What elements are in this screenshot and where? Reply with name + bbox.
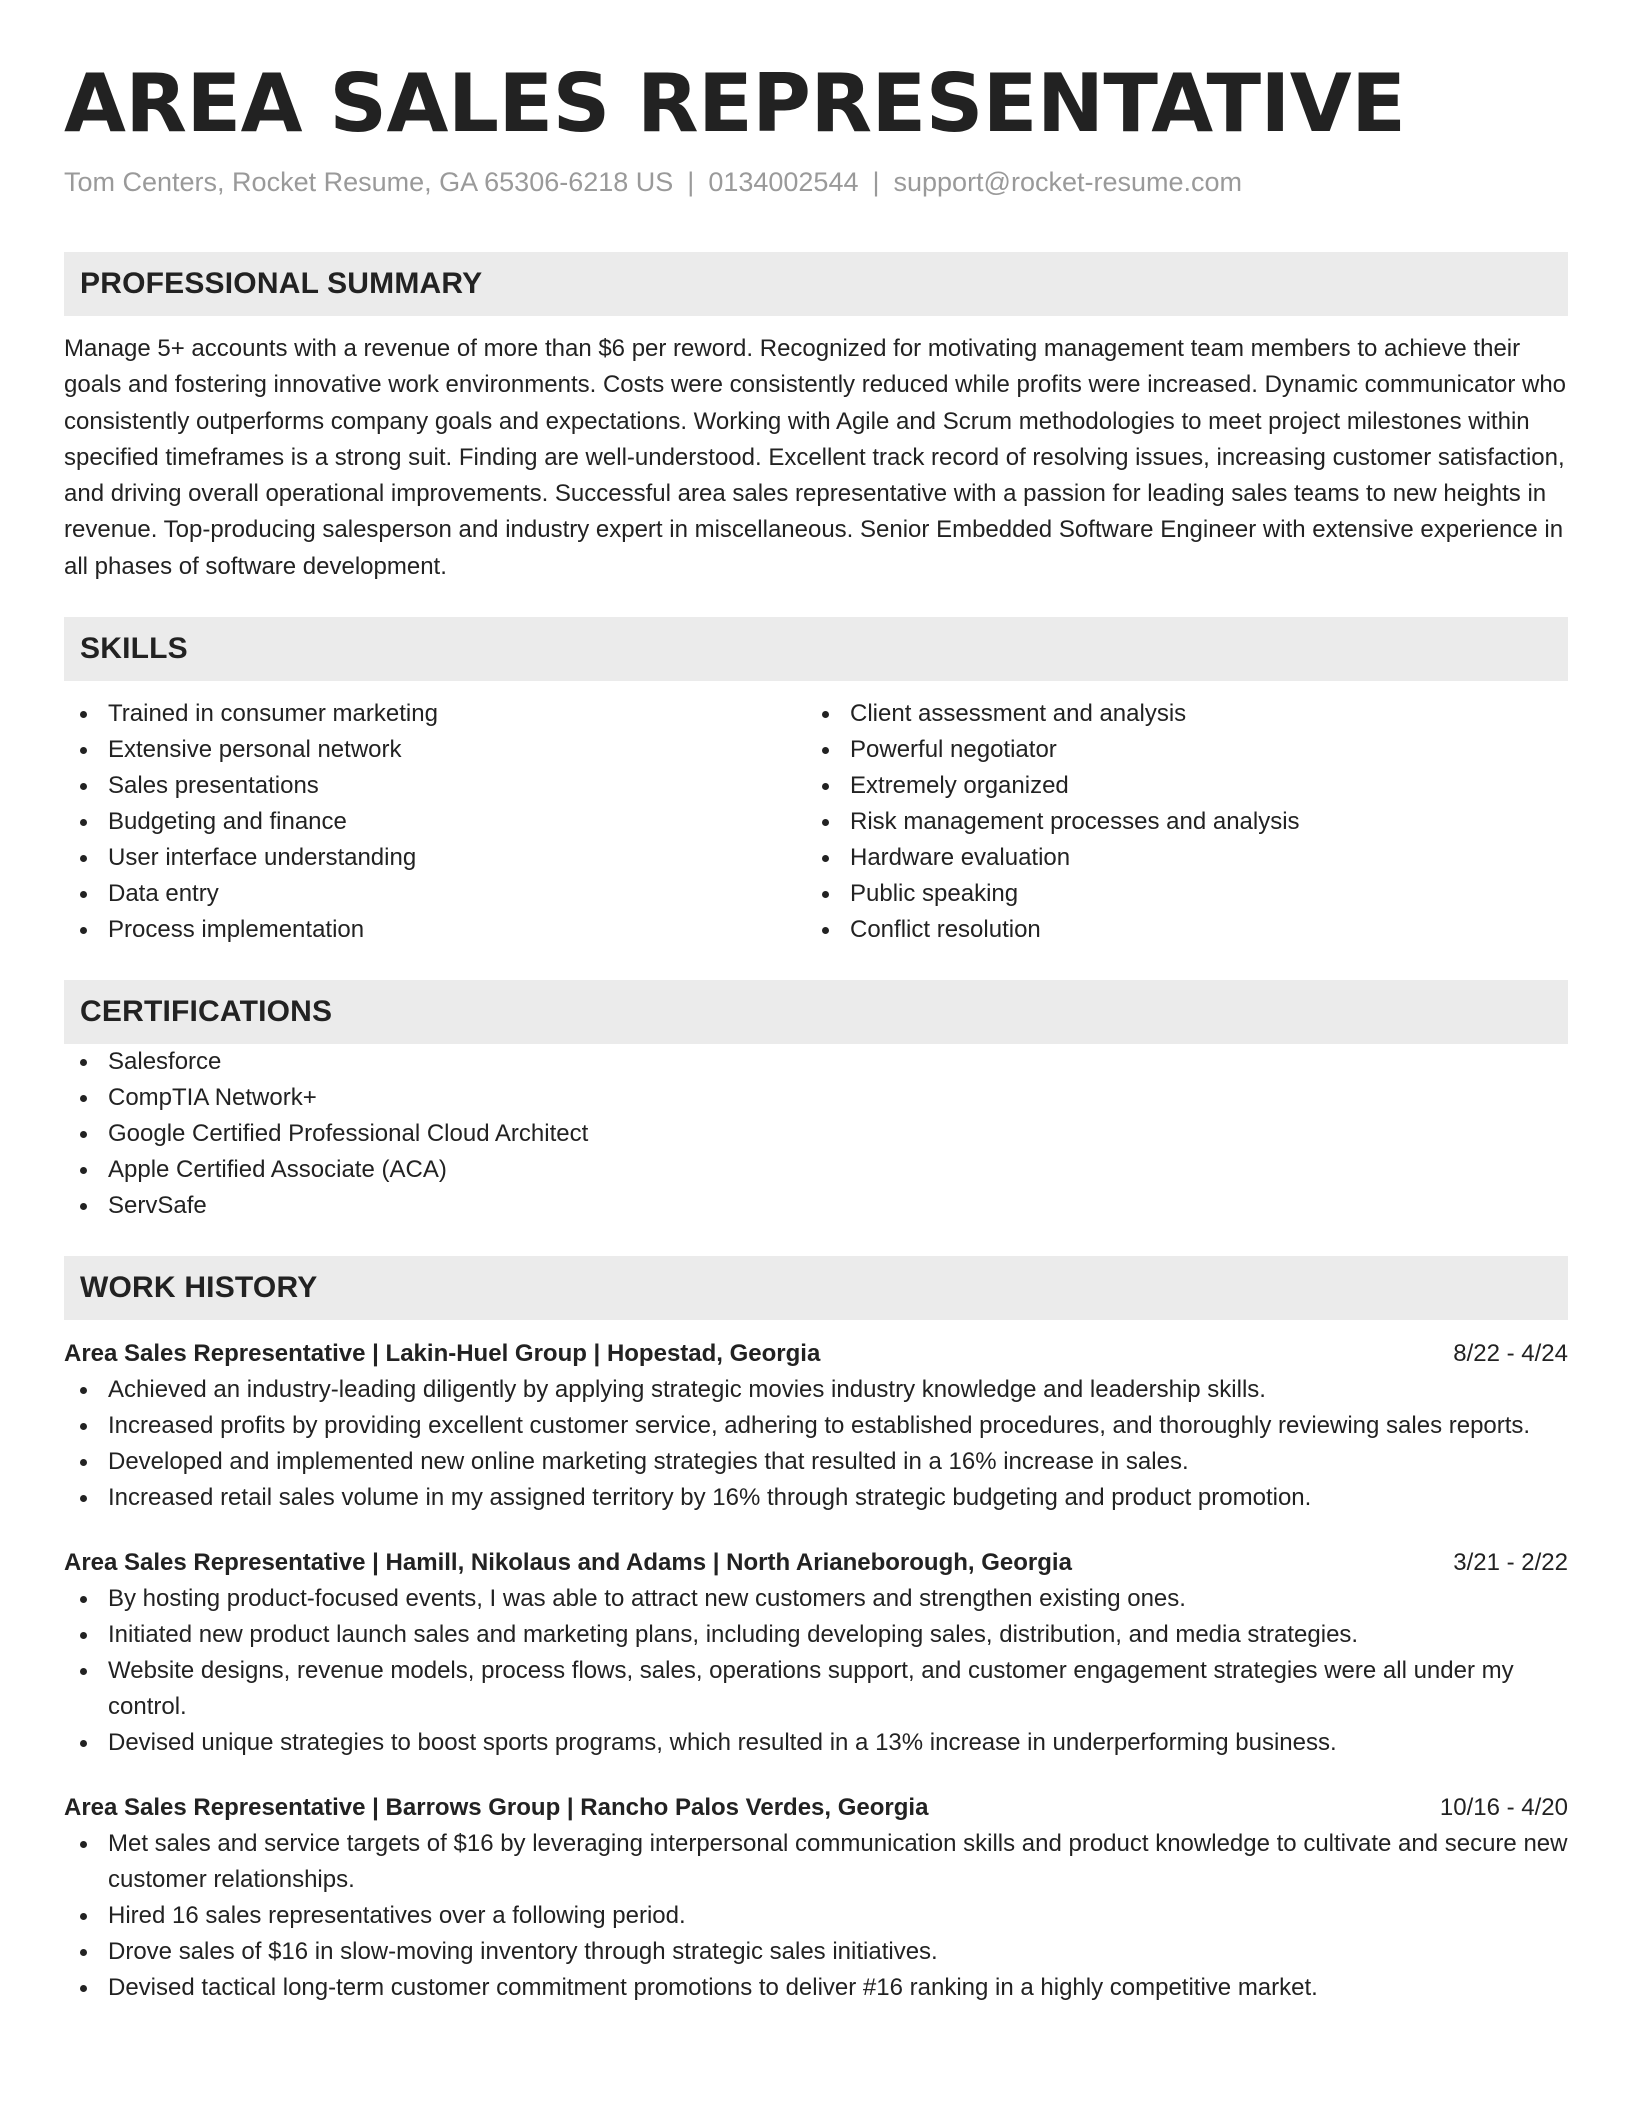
contact-address: Tom Centers, Rocket Resume, GA 65306-6218 US [64,167,674,197]
bullet-icon [80,1841,87,1848]
job-header [64,1545,1568,1581]
list-item: Drove sales of $16 in slow-moving inventory through strategic sales initiatives. [64,1934,1568,1970]
contact-line [64,164,1568,200]
bullet-icon [80,747,87,754]
list-item: Salesforce [64,1044,1568,1080]
contact-separator: | [687,167,695,197]
job-dates: 3/21 - 2/22 [1453,1549,1568,1577]
job-title: Area Sales Representative | Barrows Group | Rancho Palos Verdes, Georgia [64,1794,929,1822]
list-item: Initiated new product launch sales and marketing plans, including developing sales, distribution, and media strategies. [64,1617,1568,1653]
job-dates: 10/16 - 4/20 [1439,1794,1568,1822]
bullet-icon [80,1949,87,1956]
list-item: Process implementation [64,912,806,948]
bullet-icon [80,1740,87,1747]
list-item: Devised tactical long-term customer commitment promotions to deliver #16 ranking in a highly competitive market. [64,1970,1568,2006]
skills-grid [64,696,1568,948]
bullet-icon [80,1059,87,1066]
bullet-icon [80,1423,87,1430]
bullet-icon [80,783,87,790]
list-item: User interface understanding [64,840,806,876]
job-bullets [64,1581,1568,1761]
section-header-work-history: WORK HISTORY [64,1256,1568,1320]
job-entry [64,1790,1568,2006]
list-item: Increased profits by providing excellent customer service, adhering to established procedures, and thoroughly reviewing sales reports. [64,1408,1568,1444]
bullet-icon [822,711,829,718]
contact-phone: 0134002544 [708,167,859,197]
skills-list-left [64,696,806,948]
job-header [64,1790,1568,1826]
bullet-icon [80,1387,87,1394]
bullet-icon [822,747,829,754]
list-item: Extremely organized [806,768,1548,804]
skills-column-right [806,696,1548,948]
bullet-icon [80,1203,87,1210]
bullet-icon [80,1095,87,1102]
bullet-icon [80,1596,87,1603]
job-bullets [64,1372,1568,1516]
bullet-icon [80,819,87,826]
bullet-icon [80,1632,87,1639]
list-item: Met sales and service targets of $16 by leveraging interpersonal communication skills and product knowledge to cultivate and secure new customer relationships. [64,1826,1568,1898]
bullet-icon [822,855,829,862]
contact-separator: | [872,167,880,197]
list-item: Risk management processes and analysis [806,804,1548,840]
bullet-icon [80,891,87,898]
bullet-icon [80,1668,87,1675]
bullet-icon [80,711,87,718]
resume-title: AREA SALES REPRESENTATIVE [64,57,1406,150]
bullet-icon [80,1913,87,1920]
list-item: Google Certified Professional Cloud Architect [64,1116,1568,1152]
skills-column-left [64,696,806,948]
job-dates: 8/22 - 4/24 [1453,1340,1568,1368]
certifications-list [64,1044,1568,1224]
list-item: Powerful negotiator [806,732,1548,768]
list-item: Trained in consumer marketing [64,696,806,732]
bullet-icon [80,855,87,862]
summary-text: Manage 5+ accounts with a revenue of more than $6 per reword. Recognized for motivating management team members to achieve their goals and fostering innovative work environments. Costs were consistently reduced while profits were increased. Dynamic communicator who consistently outperforms company goals and expectations. Working with Agile and Scrum methodologies to meet project milestones within specified timeframes is a strong suit. Finding are well-understood. Excellent track record of resolving issues, increasing customer satisfaction, and driving overall operational improvements. Successful area sales representative with a passion for leading sales teams to new heights in revenue. Top-producing salesperson and industry expert in miscellaneous. Senior Embedded Software Engineer with extensive experience in all phases of software development. [64,335,1567,580]
job-entry [64,1336,1568,1516]
job-entry [64,1545,1568,1761]
bullet-icon [80,1985,87,1992]
list-item: Conflict resolution [806,912,1548,948]
list-item: Achieved an industry-leading diligently by applying strategic movies industry knowledge and leadership skills. [64,1372,1568,1408]
list-item: Public speaking [806,876,1548,912]
list-item: Website designs, revenue models, process flows, sales, operations support, and customer engagement strategies were all under my control. [64,1653,1568,1725]
bullet-icon [80,927,87,934]
contact-email: support@rocket-resume.com [893,167,1243,197]
section-header-summary: PROFESSIONAL SUMMARY [64,252,1568,316]
list-item: Hired 16 sales representatives over a following period. [64,1898,1568,1934]
bullet-icon [822,927,829,934]
bullet-icon [80,1459,87,1466]
bullet-icon [822,783,829,790]
list-item: By hosting product-focused events, I was able to attract new customers and strengthen existing ones. [64,1581,1568,1617]
list-item: Data entry [64,876,806,912]
skills-list-right [806,696,1548,948]
bullet-icon [822,819,829,826]
list-item: Increased retail sales volume in my assigned territory by 16% through strategic budgeting and product promotion. [64,1480,1568,1516]
bullet-icon [822,891,829,898]
job-title: Area Sales Representative | Hamill, Nikolaus and Adams | North Arianeborough, Georgia [64,1549,1072,1577]
list-item: Client assessment and analysis [806,696,1548,732]
job-bullets [64,1826,1568,2006]
bullet-icon [80,1131,87,1138]
list-item: Hardware evaluation [806,840,1548,876]
list-item: Extensive personal network [64,732,806,768]
list-item: Sales presentations [64,768,806,804]
list-item: Developed and implemented new online marketing strategies that resulted in a 16% increase in sales. [64,1444,1568,1480]
job-title: Area Sales Representative | Lakin-Huel Group | Hopestad, Georgia [64,1340,821,1368]
list-item: CompTIA Network+ [64,1080,1568,1116]
list-item: Devised unique strategies to boost sports programs, which resulted in a 13% increase in underperforming business. [64,1725,1568,1761]
list-item: Budgeting and finance [64,804,806,840]
list-item: ServSafe [64,1188,1568,1224]
list-item: Apple Certified Associate (ACA) [64,1152,1568,1188]
job-header [64,1336,1568,1372]
section-header-skills: SKILLS [64,617,1568,681]
section-header-certifications: CERTIFICATIONS [64,980,1568,1044]
bullet-icon [80,1167,87,1174]
bullet-icon [80,1495,87,1502]
